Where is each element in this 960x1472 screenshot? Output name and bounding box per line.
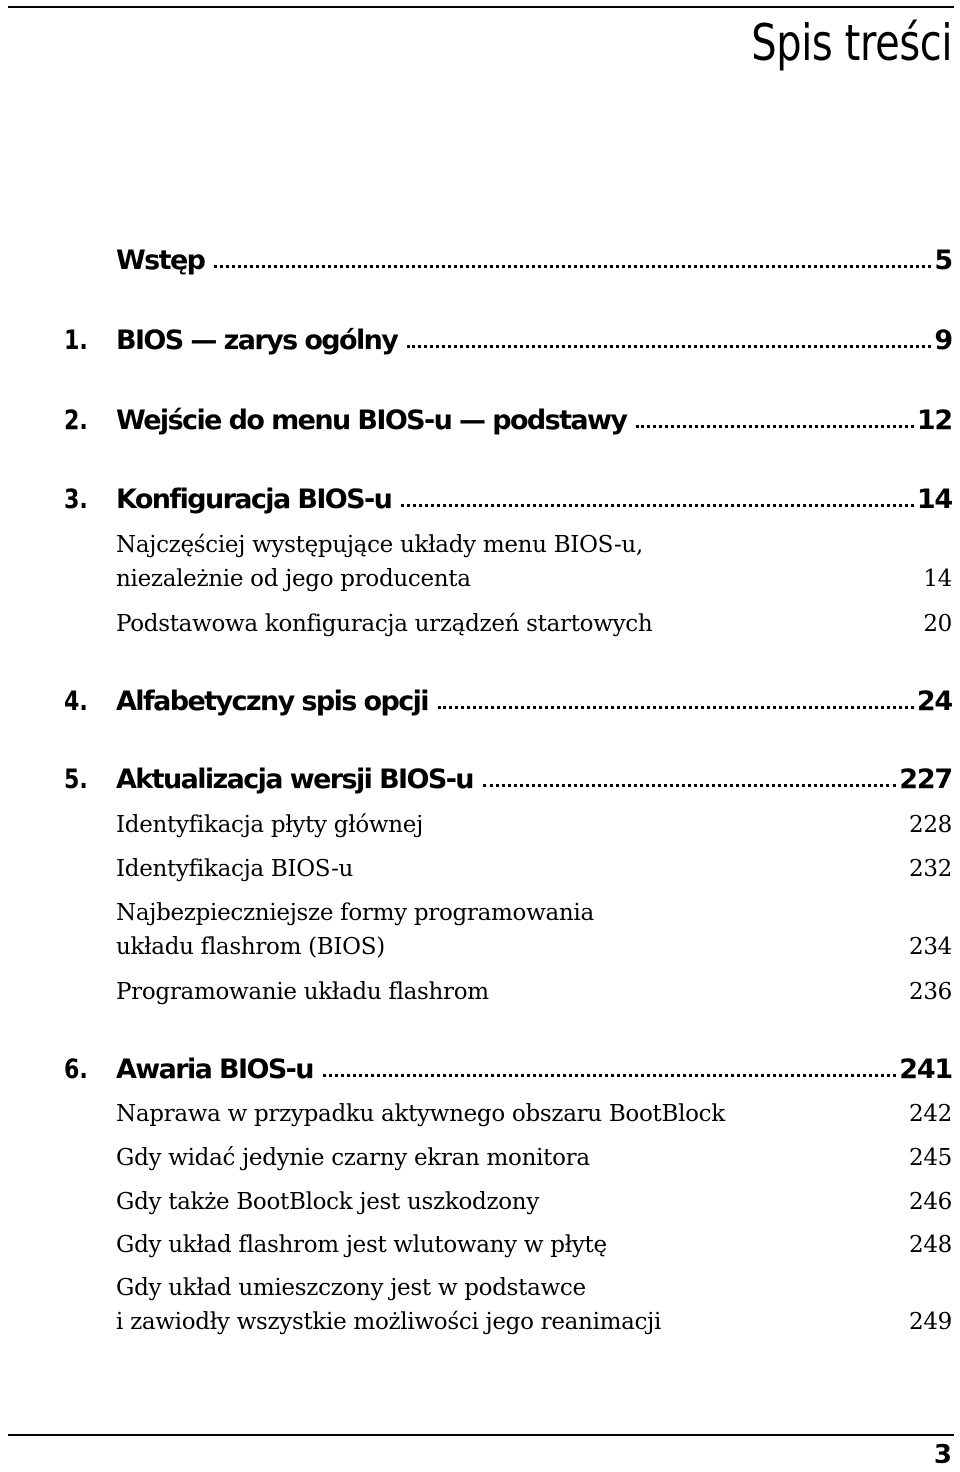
chapter-page: 241	[899, 1054, 952, 1085]
chapter-page: 227	[899, 764, 952, 795]
chapter-row	[116, 686, 952, 717]
section-page: 248	[909, 1232, 952, 1258]
section-page: 14	[923, 566, 952, 592]
toc-section[interactable]	[116, 896, 952, 964]
section-title: Programowanie układu flashrom	[116, 979, 489, 1005]
section-title: Gdy układ flashrom jest wlutowany w płytę	[116, 1232, 607, 1258]
page-title: Spis treści	[751, 14, 952, 72]
toc-section[interactable]	[116, 975, 952, 1009]
chapter-title[interactable]: Alfabetyczny spis opcji	[116, 686, 428, 717]
section-title-line2: niezależnie od jego producenta	[116, 566, 471, 592]
chapter-row	[116, 764, 952, 795]
toc-chapter[interactable]	[0, 1054, 960, 1094]
section-page: 246	[909, 1189, 952, 1215]
toc-section[interactable]	[116, 1271, 952, 1339]
chapter-page: 14	[916, 484, 952, 515]
dot-leader	[401, 503, 914, 507]
toc-section[interactable]	[116, 1141, 952, 1175]
top-rule	[8, 6, 954, 8]
chapter-title[interactable]: Awaria BIOS-u	[116, 1054, 313, 1085]
toc-chapter[interactable]	[0, 764, 960, 804]
section-page: 242	[909, 1101, 952, 1127]
toc-section[interactable]	[116, 1185, 952, 1219]
chapter-title[interactable]: Wejście do menu BIOS-u — podstawy	[116, 405, 627, 436]
chapter-title[interactable]: Wstęp	[116, 245, 205, 276]
chapter-page: 12	[916, 405, 952, 436]
section-title: Naprawa w przypadku aktywnego obszaru BootBlock	[116, 1101, 725, 1127]
chapter-page: 5	[934, 245, 952, 276]
chapter-number: 3.	[64, 484, 88, 515]
section-title: Gdy układ umieszczony jest w podstawce	[116, 1275, 586, 1301]
chapter-row	[116, 484, 952, 515]
section-title: Najczęściej występujące układy menu BIOS-u,	[116, 532, 643, 558]
toc-section[interactable]	[116, 1097, 952, 1131]
chapter-title[interactable]: BIOS — zarys ogólny	[116, 325, 398, 356]
section-page: 245	[909, 1145, 952, 1171]
section-page: 20	[923, 611, 952, 637]
section-title: Gdy także BootBlock jest uszkodzony	[116, 1189, 540, 1215]
chapter-number: 4.	[64, 686, 88, 717]
section-page: 236	[909, 979, 952, 1005]
toc-chapter[interactable]	[0, 484, 960, 524]
chapter-number: 2.	[64, 405, 88, 436]
section-page: 234	[909, 934, 952, 960]
chapter-page: 24	[916, 686, 952, 717]
page-number: 3	[933, 1440, 952, 1470]
chapter-row	[116, 405, 952, 436]
section-title-line2: układu flashrom (BIOS)	[116, 934, 385, 960]
section-page: 232	[909, 856, 952, 882]
toc-section[interactable]	[116, 852, 952, 886]
chapter-title[interactable]: Aktualizacja wersji BIOS-u	[116, 764, 473, 795]
toc-section[interactable]	[116, 808, 952, 842]
chapter-title[interactable]: Konfiguracja BIOS-u	[116, 484, 392, 515]
chapter-page: 9	[934, 325, 952, 356]
section-title: Podstawowa konfiguracja urządzeń startowych	[116, 611, 653, 637]
section-page: 228	[909, 812, 952, 838]
dot-leader	[636, 424, 913, 428]
toc-chapter[interactable]	[0, 686, 960, 726]
section-title: Najbezpieczniejsze formy programowania	[116, 900, 594, 926]
dot-leader	[407, 344, 931, 348]
toc-section[interactable]	[116, 607, 952, 641]
section-title: Identyfikacja BIOS-u	[116, 856, 354, 882]
section-page: 249	[909, 1309, 952, 1335]
chapter-row	[116, 325, 952, 356]
chapter-row	[116, 1054, 952, 1085]
toc-chapter[interactable]	[0, 325, 960, 365]
section-title-line2: i zawiodły wszystkie możliwości jego reanimacji	[116, 1309, 662, 1335]
toc-chapter[interactable]	[0, 245, 960, 285]
section-title: Identyfikacja płyty głównej	[116, 812, 423, 838]
chapter-number: 1.	[64, 325, 88, 356]
dot-leader	[323, 1073, 896, 1077]
dot-leader	[214, 264, 931, 268]
section-title: Gdy widać jedynie czarny ekran monitora	[116, 1145, 590, 1171]
chapter-number: 5.	[64, 764, 88, 795]
chapter-number: 6.	[64, 1054, 88, 1085]
dot-leader	[483, 783, 896, 787]
bottom-rule	[8, 1434, 954, 1436]
toc-section[interactable]	[116, 528, 952, 596]
toc-section[interactable]	[116, 1228, 952, 1262]
toc-chapter[interactable]	[0, 405, 960, 445]
chapter-row	[116, 245, 952, 276]
dot-leader	[438, 705, 914, 709]
